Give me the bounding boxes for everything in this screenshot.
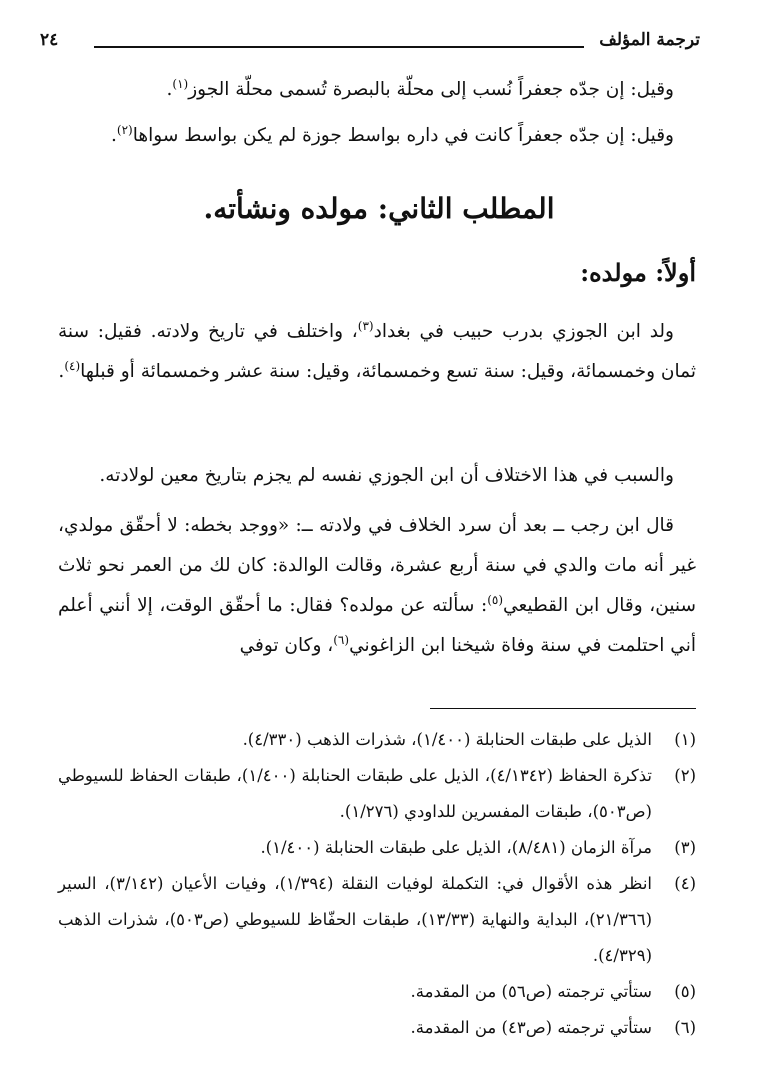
footnotes	[58, 722, 696, 1046]
footnote-number: (٥)	[674, 982, 696, 1001]
footnote-text: انظر هذه الأقوال في: التكملة لوفيات النقلة (١/٣٩٤)، وفيات الأعيان (٣/١٤٢)، السير (٢١/٣٦٦)، البداية والنهاية (١٣/٣٣)، طبقات الحفّاظ للسيوطي (ص٥٠٣)، شذرات الذهب (٤/٣٢٩).	[58, 874, 653, 965]
footnote-item	[58, 1010, 696, 1046]
footnote-number: (١)	[674, 730, 696, 749]
footnote-separator	[430, 708, 696, 709]
sub-heading: أولاً: مولده:	[580, 258, 696, 287]
header-rule	[94, 46, 584, 48]
body-paragraph-birth	[58, 312, 696, 392]
footnote-ref-5: (٥)	[487, 592, 504, 607]
footnote-text: ستأتي ترجمته (ص٥٦) من المقدمة.	[410, 982, 652, 1001]
footnote-text: الذيل على طبقات الحنابلة (١/٤٠٠)، شذرات الذهب (٤/٣٣٠).	[242, 730, 652, 749]
footnote-ref-1: (١)	[172, 76, 189, 91]
footnote-text: مرآة الزمان (٨/٤٨١)، الذيل على طبقات الحنابلة (١/٤٠٠).	[260, 838, 652, 857]
body-paragraph-quote	[58, 506, 696, 666]
footnote-number: (٣)	[674, 838, 696, 857]
footnote-number: (٢)	[674, 766, 696, 785]
footnote-ref-3: (٣)	[357, 318, 374, 333]
quote-text-a: قال ابن رجب ــ بعد أن سرد الخلاف في ولادته ــ: «ووجد بخطه: لا أحقّق مولدي، غير أنه مات والدي في سنة أربع عشرة، وقالت الوالدة: كان لك من العمر نحو ثلاث سنين، وقال ابن القطيعي	[58, 515, 696, 616]
footnote-item	[58, 830, 696, 866]
footnote-number: (٤)	[674, 874, 696, 893]
footnote-number: (٦)	[674, 1018, 696, 1037]
intro-text-2: وقيل: إن جدّه جعفراً كانت في داره بواسط جوزة لم يكن بواسط سواها	[132, 125, 674, 146]
footnote-text: ستأتي ترجمته (ص٤٣) من المقدمة.	[410, 1018, 652, 1037]
footnote-ref-4: (٤)	[64, 358, 81, 373]
intro-end-1: .	[166, 79, 173, 100]
page-number: ٢٤	[40, 30, 59, 50]
footnote-item	[58, 866, 696, 974]
intro-end-2: .	[111, 125, 117, 146]
footnote-item	[58, 974, 696, 1010]
birth-text-end: .	[58, 361, 65, 382]
footnote-item	[58, 722, 696, 758]
header-title: ترجمة المؤلف	[599, 30, 700, 50]
section-heading: المطلب الثاني: مولده ونشأته.	[203, 192, 555, 225]
quote-text-c: ، وكان توفي	[239, 635, 334, 656]
intro-paragraph-2	[58, 116, 696, 156]
footnote-item	[58, 758, 696, 830]
running-header	[40, 30, 700, 56]
footnote-ref-6: (٦)	[333, 632, 350, 647]
birth-text-b: ، واختلف في تاريخ ولادته. فقيل: سنة ثمان وخمسمائة، وقيل: سنة تسع وخمسمائة، وقيل: سنة عشر وخمسمائة أو قبلها	[58, 321, 696, 382]
birth-text-a: ولد ابن الجوزي بدرب حبيب في بغداد	[373, 321, 674, 342]
footnote-ref-2: (٢)	[116, 122, 133, 137]
body-paragraph-reason: والسبب في هذا الاختلاف أن ابن الجوزي نفسه لم يجزم بتاريخ معين لولادته.	[99, 465, 674, 486]
quote-text-b: : سألته عن مولده؟ فقال: ما أحقّق الوقت، إلا أنني أعلم أني احتلمت في سنة وفاة شيخنا ابن الزاغوني	[58, 595, 696, 656]
intro-text-1: وقيل: إن جدّه جعفراً نُسب إلى محلّة بالبصرة تُسمى محلّة الجوز	[188, 79, 674, 100]
footnote-text: تذكرة الحفاظ (٤/١٣٤٢)، الذيل على طبقات الحنابلة (١/٤٠٠)، طبقات الحفاظ للسيوطي (ص٥٠٣)، طبقات المفسرين للداودي (١/٢٧٦).	[58, 766, 652, 821]
intro-paragraph-1	[58, 70, 696, 110]
